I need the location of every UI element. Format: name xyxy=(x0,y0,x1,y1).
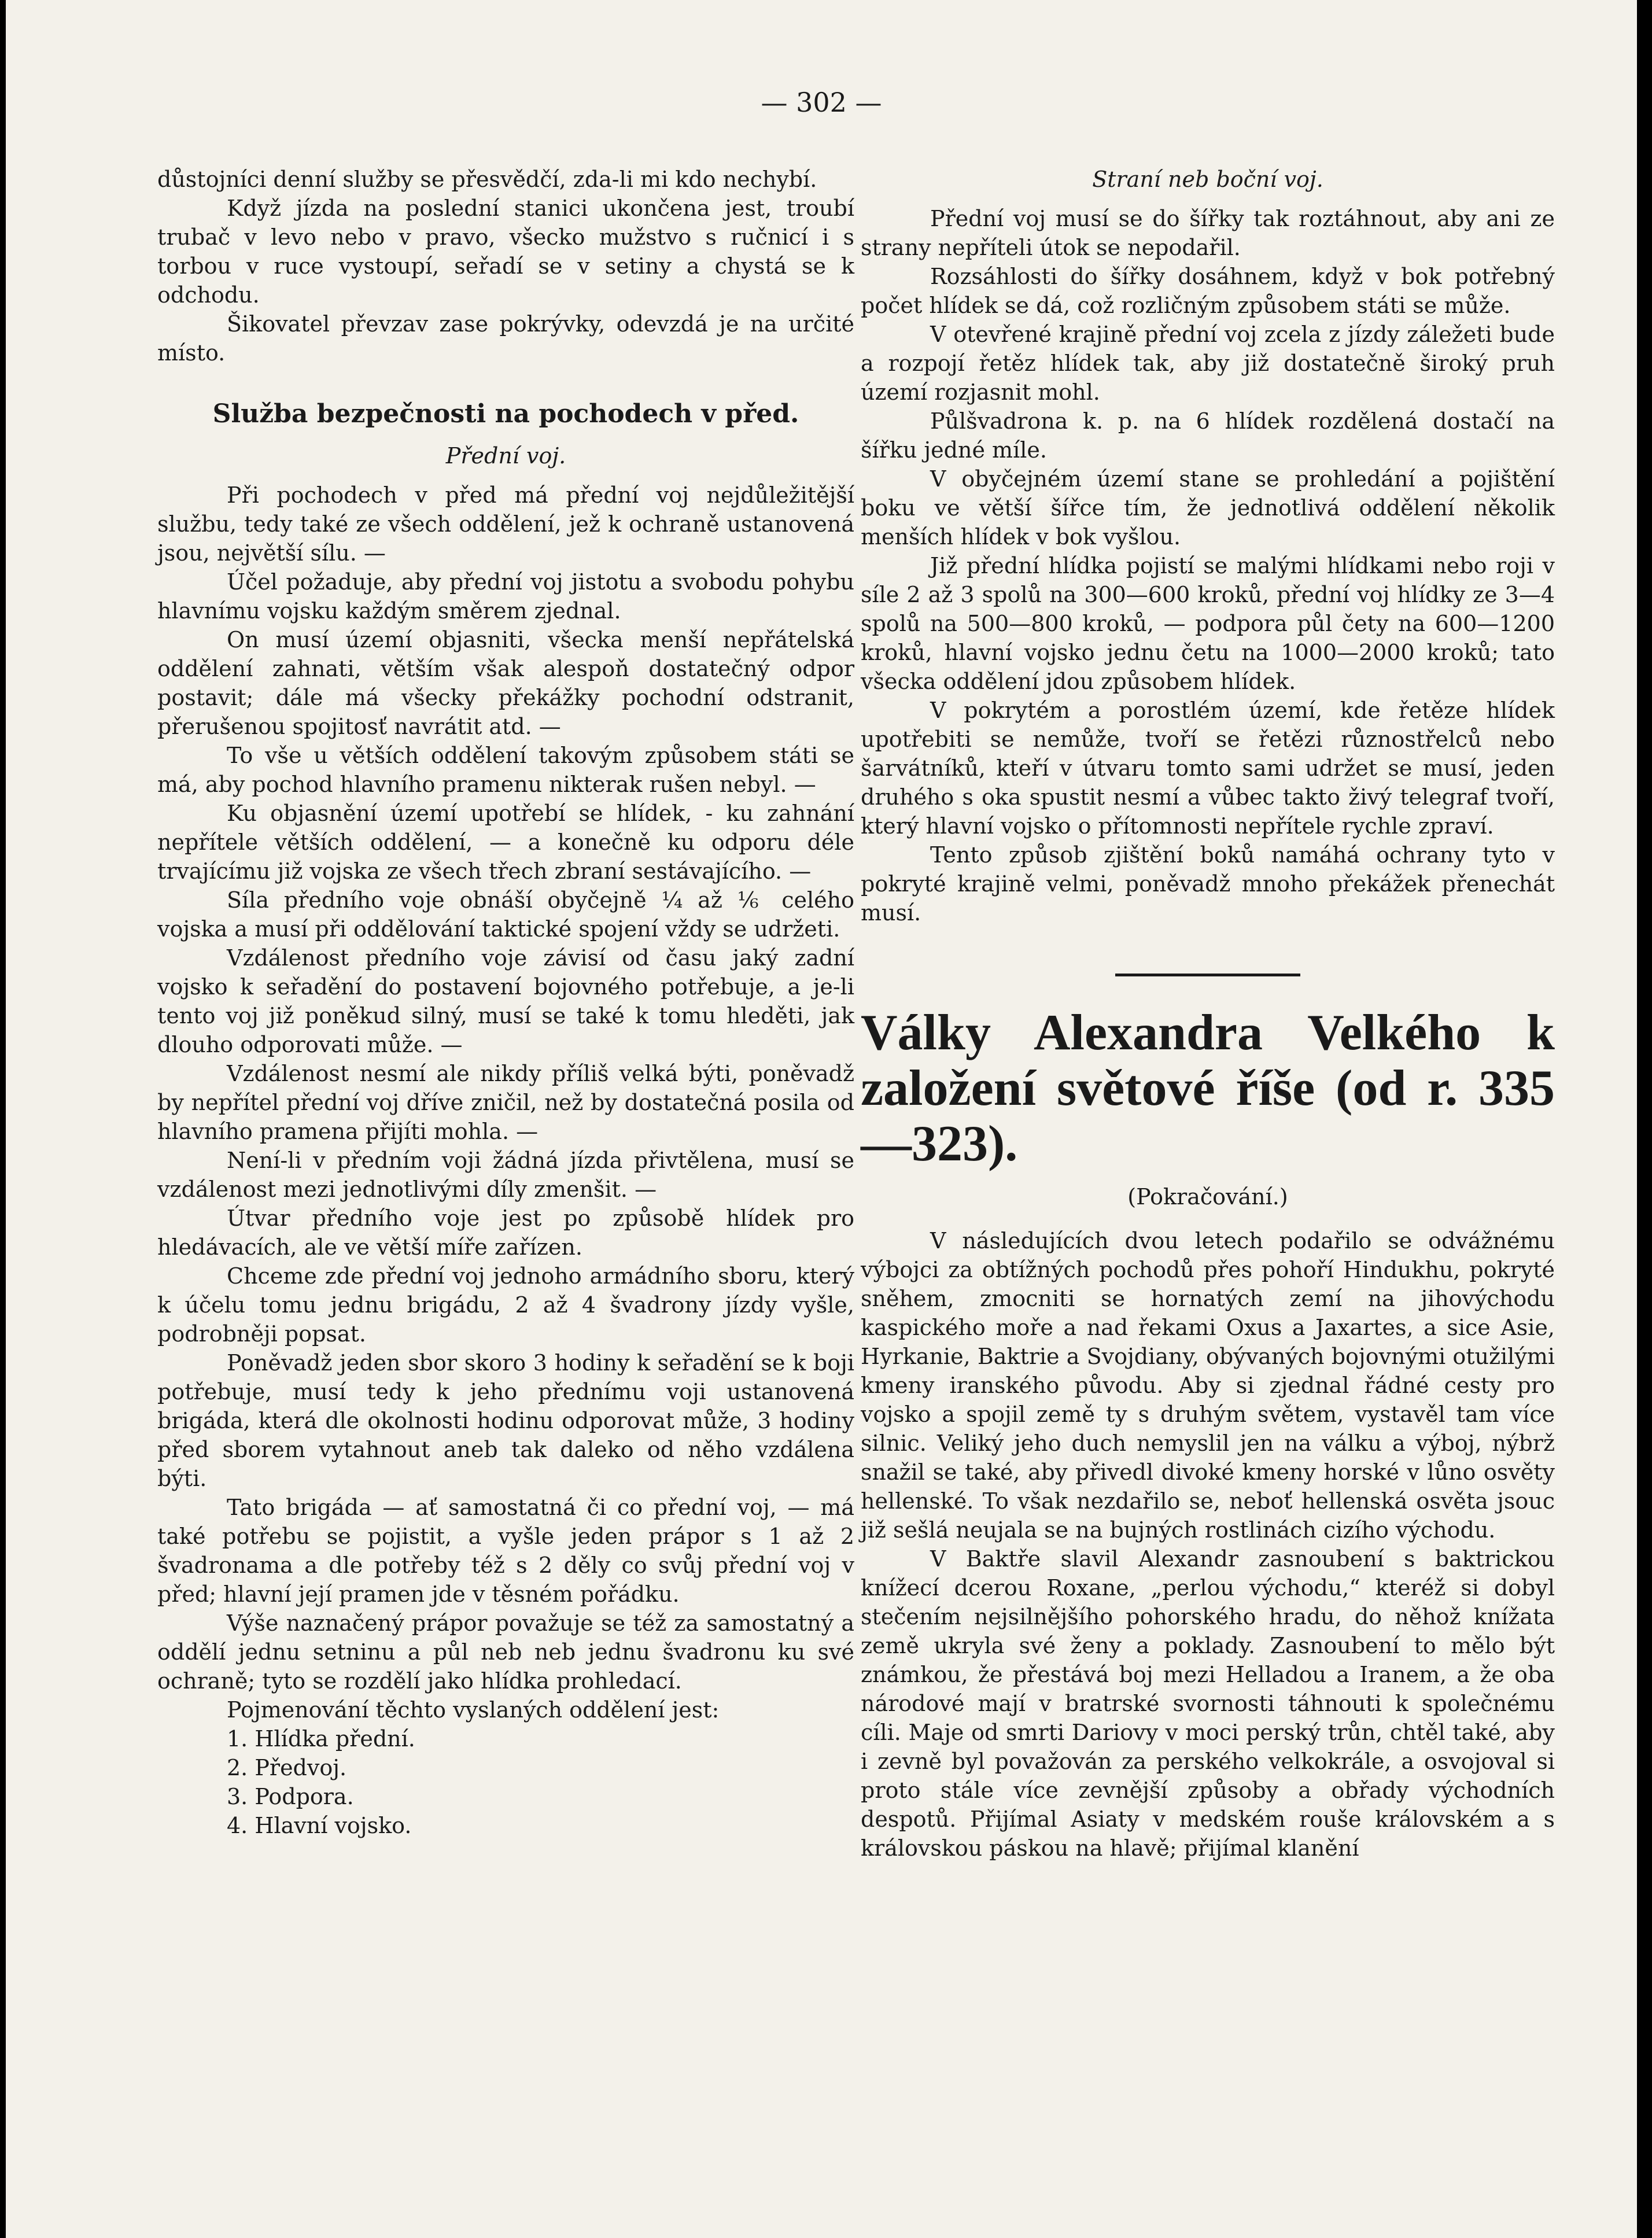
paragraph: Tato brigáda — ať samostatná či co přední voj, — má také potřebu se pojistit, a vyšle jeden prápor s 1 až 2 švadronama a dle potřeby též s 2 děly co svůj přední voj v před; hlavní její pramen jde v těsném pořádku. xyxy=(157,1495,854,1607)
paragraph: Poněvadž jeden sbor skoro 3 hodiny k seřadění se k boji potřebuje, musí tedy k jeho přednímu voji ustanovená brigáda, která dle okolnosti hodinu odporovat může, 3 hodiny před sborem vytahnout aneb tak daleko od něho vzdálena býti. xyxy=(157,1350,854,1491)
paragraph: Již přední hlídka pojistí se malými hlídkami nebo roji v síle 2 až 3 spolů na 300—600 kroků, přední voj hlídky ze 3—4 spolů na 500—800 kroků, — podpora půl čety na 600—1200 kroků, hlavní vojsko jednu četu na 1000—2000 kroků; tato všecka oddělení jdou způsobem hlídek. xyxy=(861,553,1555,694)
section-heading: Služba bezpečnosti na pochodech v před. xyxy=(212,399,799,429)
paragraph: Výše naznačený prápor považuje se též za samostatný a oddělí jednu setninu a půl neb neb jednu švadronu ku své ochraně; tyto se rozdělí jako hlídka prohledací. xyxy=(157,1610,854,1694)
list-item: 2. Předvoj. xyxy=(227,1755,347,1780)
paragraph: Půlšvadrona k. p. na 6 hlídek rozdělená dostačí na šířku jedné míle. xyxy=(861,408,1555,463)
paragraph: Pojmenování těchto vyslaných oddělení jest: xyxy=(227,1697,720,1723)
paragraph: Vzdálenost předního voje závisí od času jaký zadní vojsko k seřadění do postavení bojovného potřebuje, a je-li tento voj již poněkud silný, musí se také k tomu hleděti, jak dlouho odporovati může. — xyxy=(157,945,854,1057)
paragraph: V následujících dvou letech podařilo se odvážnému výbojci za obtížných pochodů přes pohoří Hindukhu, pokryté sněhem, zmocniti se hornatých zemí na jihovýchodu kaspického moře a nad řekami Oxus a Jaxartes, a sice Asie, Hyrkanie, Baktrie a Svojdiany, obývaných bojovnými otužilými kmeny iranského původu. Aby si zjednal řádné cesty pro vojsko a spojil země ty s druhým světem, vystavěl tam více silnic. Veliký jeho duch nemyslil jen na válku a výboj, nýbrž snažil se také, aby přivedl divoké kmeny horské v lůno osvěty hellenské. To však nezdařilo se, neboť hellenská osvěta jsouc již sešlá neujala se na bujných rostlinách cizího východu. xyxy=(861,1228,1555,1543)
paragraph: V obyčejném území stane se prohledání a pojištění boku ve větší šířce tím, že jednotlivá oddělení několik menších hlídek v bok vyšlou. xyxy=(861,466,1555,550)
paragraph: Přední voj musí se do šířky tak roztáhnout, aby ani ze strany nepříteli útok se nepodařil. xyxy=(861,206,1555,260)
article-title: Války Alexandra Velkého k založení světové říše (od r. 335—323). xyxy=(861,1005,1555,1172)
page-number: — 302 — xyxy=(761,87,882,118)
paragraph: To vše u větších oddělení takovým způsobem státi se má, aby pochod hlavního pramenu nikterak rušen nebyl. — xyxy=(157,743,854,797)
paragraph: V pokrytém a porostlém území, kde řetěze hlídek upotřebiti se nemůže, tvoří se řetězi různostřelců nebo šarvátníků, kteří v útvaru tomto sami udržet se musí, jeden druhého s oka spustit nesmí a vůbec takto živý telegraf tvoří, který hlavní vojsko o přítomnosti nepřítele rychle zpraví. xyxy=(861,698,1555,839)
paragraph: Když jízda na poslední stanici ukončena jest, troubí trubač v levo nebo v pravo, všecko mužstvo s ručnicí i s torbou v ruce vystoupí, seřadí se v setiny a chystá se k odchodu. xyxy=(157,196,854,308)
paragraph: Šikovatel převzav zase pokrývky, odevzdá je na určité místo. xyxy=(157,311,854,366)
paragraph: Chceme zde přední voj jednoho armádního sboru, který k účelu tomu jednu brigádu, 2 až 4 švadrony jízdy vyšle, podrobněji popsat. xyxy=(157,1263,854,1347)
continuation-note: (Pokračování.) xyxy=(1127,1184,1288,1210)
paragraph: Vzdálenost nesmí ale nikdy příliš velká býti, poněvadž by nepřítel přední voj dříve zničil, než by dostatečná posila od hlavního pramena přijíti mohla. — xyxy=(157,1061,854,1144)
paragraph: Rozsáhlosti do šířky dosáhnem, když v bok potřebný počet hlídek se dá, což rozličným způsobem státi se může. xyxy=(861,264,1555,318)
paragraph: Útvar předního voje jest po způsobě hlídek pro hledávacích, ale ve větší míře zařízen. xyxy=(157,1205,854,1260)
section-divider xyxy=(1115,974,1300,976)
paragraph: Účel požaduje, aby přední voj jistotu a svobodu pohybu hlavnímu vojsku každým směrem zjednal. xyxy=(157,569,854,624)
paragraph: Tento způsob zjištění boků namáhá ochrany tyto v pokryté krajině velmi, poněvadž mnoho překážek přenechát musí. xyxy=(861,842,1555,926)
paragraph: Při pochodech v před má přední voj nejdůležitější službu, tedy také ze všech oddělení, jež k ochraně ustanovená jsou, největší sílu. — xyxy=(157,482,854,566)
left-column xyxy=(157,165,854,1840)
list-item: 4. Hlavní vojsko. xyxy=(227,1813,412,1838)
paragraph: V Baktře slavil Alexandr zasnoubení s baktrickou knížecí dcerou Roxane, „perlou východu,“ kteréž si dobyl stečením nejsilnějšího pohorského hradu, do něhož knížata země ukryla své ženy a poklady. Zasnoubení to mělo být známkou, že přestává boj mezi Helladou a Iranem, a že oba národové mají v bratrské svornosti táhnouti k společnému cíli. Maje od smrti Dariovy v moci perský trůn, chtěl také, aby i zevně byl považován za perského velkokrále, a osvojoval si proto stále více zevnější způsoby a obřady východních despotů. Přijímal Asiaty v medském rouše královském a s královskou páskou na hlavě; přijímal klanění xyxy=(861,1546,1555,1861)
paragraph: On musí území objasniti, všecka menší nepřátelská oddělení zahnati, větším však alespoň dostatečný odpor postavit; dále má všecky překážky pochodní odstranit, přerušenou spojitosť navrátit atd. — xyxy=(157,627,854,739)
paragraph: V otevřené krajině přední voj zcela z jízdy záležeti bude a rozpojí řetěz hlídek tak, aby již dostatečně široký pruh území rozjasnit mohl. xyxy=(861,322,1555,405)
paragraph: Síla předního voje obnáší obyčejně ¼ až ⅙ celého vojska a musí při oddělování taktické spojení vždy se udržeti. xyxy=(157,887,854,942)
section-subheading: Přední voj. xyxy=(445,443,566,469)
page-sheet xyxy=(6,0,1637,2238)
list-item: 1. Hlídka přední. xyxy=(227,1726,415,1752)
paragraph: Ku objasnění území upotřebí se hlídek, - ku zahnání nepřítele větších oddělení, — a konečně ku odporu déle trvajícímu již vojska ze všech třech zbraní sestávajícího. — xyxy=(157,801,854,884)
right-column xyxy=(861,165,1555,1863)
list-item: 3. Podpora. xyxy=(227,1784,354,1809)
paragraph: důstojníci denní služby se přesvědčí, zda-li mi kdo nechybí. xyxy=(157,167,817,192)
section-subheading: Straní neb boční voj. xyxy=(1092,167,1323,192)
paragraph: Není-li v předním voji žádná jízda přivtělena, musí se vzdálenost mezi jednotlivými díly zmenšit. — xyxy=(157,1148,854,1202)
